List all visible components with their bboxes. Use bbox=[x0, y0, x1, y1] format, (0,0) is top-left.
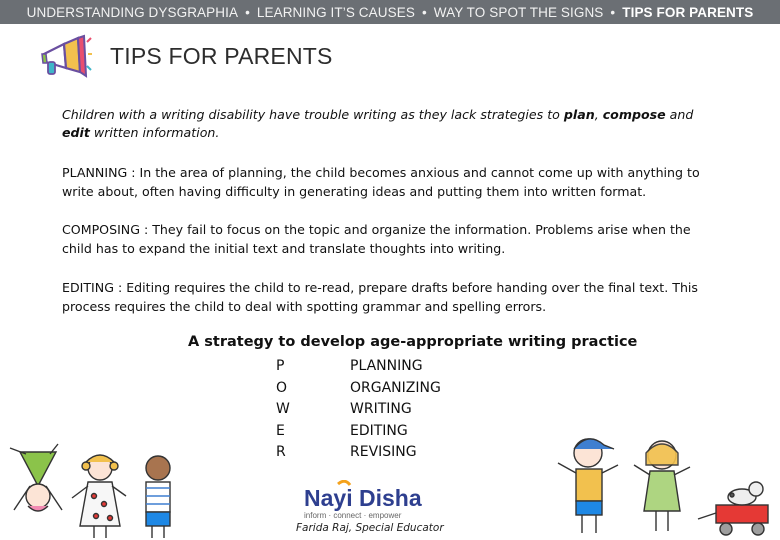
nav-item-learning-causes[interactable]: LEARNING IT’S CAUSES bbox=[256, 4, 415, 20]
intro-text-end: written information. bbox=[89, 125, 220, 140]
power-letters bbox=[276, 356, 290, 464]
power-letter: O bbox=[276, 379, 288, 396]
power-word: REVISING bbox=[350, 444, 417, 461]
nav-separator: • bbox=[245, 4, 250, 20]
nav-item-understanding-dysgraphia[interactable]: UNDERSTANDING DYSGRAPHIA bbox=[26, 4, 239, 20]
power-word: EDITING bbox=[350, 422, 408, 439]
composing-heading: COMPOSING : bbox=[62, 222, 153, 237]
power-words bbox=[350, 356, 441, 464]
intro-compose: compose bbox=[602, 107, 666, 122]
kid-boy-cap bbox=[558, 439, 618, 533]
nav-separator: • bbox=[610, 4, 616, 20]
author-credit: Farida Raj, Special Educator bbox=[296, 522, 444, 534]
kids-illustration-right bbox=[552, 425, 780, 540]
kid-upside-down bbox=[10, 444, 62, 511]
wagon-with-dog bbox=[698, 482, 768, 535]
power-word: WRITING bbox=[350, 401, 412, 418]
planning-text: In the area of planning, the child becomes anxious and cannot come up with anything to write about, often having difficulty in generating ideas and putting them into written format. bbox=[62, 165, 700, 199]
power-word: PLANNING bbox=[350, 358, 423, 374]
top-nav-bar bbox=[0, 0, 780, 24]
kid-girl-green bbox=[634, 441, 690, 531]
kids-illustration-left bbox=[0, 440, 200, 540]
intro-plan: plan bbox=[563, 107, 595, 122]
intro-edit: edit bbox=[62, 125, 90, 140]
nav-item-tips-for-parents[interactable]: TIPS FOR PARENTS bbox=[622, 4, 754, 20]
nav-separator: • bbox=[421, 4, 427, 20]
editing-paragraph bbox=[62, 278, 722, 316]
power-letter: P bbox=[276, 358, 285, 374]
planning-paragraph bbox=[62, 163, 722, 201]
intro-text: Children with a writing disability have trouble writing as they lack strategies to bbox=[62, 107, 564, 122]
strategy-title: A strategy to develop age-appropriate writing practice bbox=[188, 334, 638, 350]
composing-paragraph bbox=[62, 220, 722, 258]
logo-wordmark: Nayi Disha bbox=[304, 485, 422, 511]
nav-item-spot-signs[interactable]: WAY TO SPOT THE SIGNS bbox=[433, 4, 604, 20]
planning-heading: PLANNING : bbox=[62, 165, 140, 180]
kid-boy-striped bbox=[146, 456, 170, 538]
intro-comma: , bbox=[594, 107, 603, 122]
logo-tagline: inform · connect · empower bbox=[304, 511, 402, 520]
nayi-disha-logo bbox=[298, 480, 428, 522]
composing-text: They fail to focus on the topic and organize the information. Problems arise when the child has to expand the initial text and translate thoughts into writing. bbox=[62, 222, 691, 256]
kid-girl-red-dress bbox=[72, 455, 126, 538]
page-title: TIPS FOR PARENTS bbox=[110, 43, 333, 69]
power-word: ORGANIZING bbox=[350, 379, 441, 396]
editing-heading: EDITING : bbox=[62, 280, 127, 295]
megaphone-icon bbox=[40, 34, 92, 80]
power-letter: E bbox=[276, 422, 285, 439]
editing-text: Editing requires the child to re-read, prepare drafts before handing over the final text. This process requires the child to deal with spotting grammar and spelling errors. bbox=[62, 280, 698, 314]
power-letter: W bbox=[276, 401, 290, 418]
intro-and: and bbox=[665, 107, 694, 122]
intro-paragraph bbox=[62, 106, 722, 142]
power-letter: R bbox=[276, 444, 286, 461]
